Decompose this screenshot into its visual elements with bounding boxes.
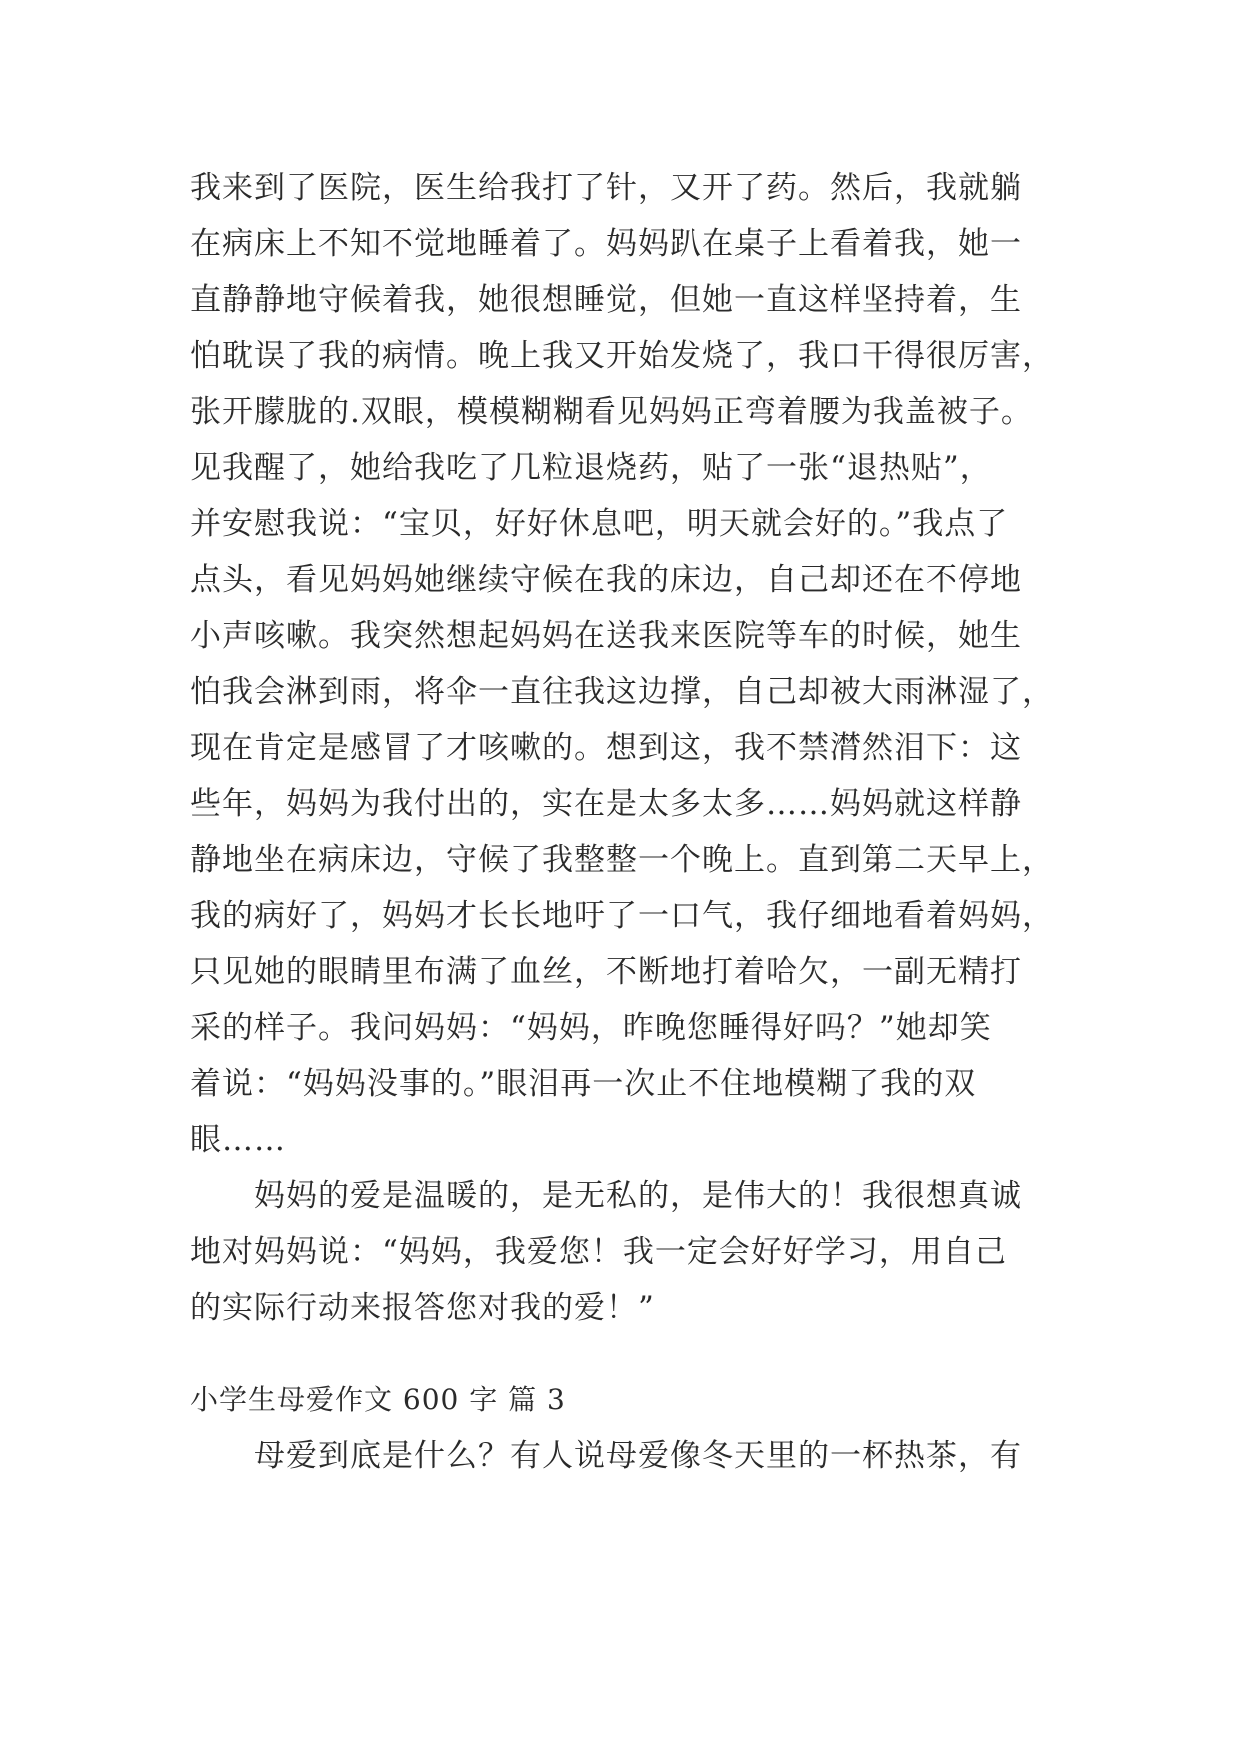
text-line: 地对妈妈说：“妈妈，我爱您！我一定会好好学习，用自己 [190,1234,1007,1270]
text-line: 小声咳嗽。我突然想起妈妈在送我来医院等车的时候，她生 [190,618,1022,654]
paragraph [190,160,1070,1168]
text-line: 些年，妈妈为我付出的，实在是太多太多……妈妈就这样静 [190,786,1022,822]
document-body [190,160,1070,1484]
text-line: 我来到了医院，医生给我打了针，又开了药。然后，我就躺 [190,170,1022,206]
text-line: 张开朦胧的.双眼，模模糊糊看见妈妈正弯着腰为我盖被子。 [190,394,1033,430]
text-line: 着说：“妈妈没事的。”眼泪再一次止不住地模糊了我的双 [190,1066,977,1102]
text-line: 的实际行动来报答您对我的爱！” [190,1290,655,1326]
paragraph [190,1428,1070,1484]
text-line: 见我醒了，她给我吃了几粒退烧药，贴了一张“退热贴”， [190,450,992,486]
paragraph [190,1168,1070,1336]
text-line: 只见她的眼睛里布满了血丝，不断地打着哈欠，一副无精打 [190,954,1022,990]
text-line: 并安慰我说：“宝贝，好好休息吧，明天就会好的。”我点了 [190,506,1009,542]
text-line: 在病床上不知不觉地睡着了。妈妈趴在桌子上看着我，她一 [190,226,1022,262]
text-line: 怕我会淋到雨，将伞一直往我这边撑，自己却被大雨淋湿了， [190,674,1054,710]
text-line: 点头，看见妈妈她继续守候在我的床边，自己却还在不停地 [190,562,1022,598]
text-line: 我的病好了，妈妈才长长地吁了一口气，我仔细地看着妈妈， [190,898,1054,934]
text-line: 静地坐在病床边，守候了我整整一个晚上。直到第二天早上， [190,842,1054,878]
text-line: 采的样子。我问妈妈：“妈妈，昨晚您睡得好吗？”她却笑 [190,1010,992,1046]
text-line: 直静静地守候着我，她很想睡觉，但她一直这样坚持着，生 [190,282,1022,318]
text-line: 妈妈的爱是温暖的，是无私的，是伟大的！我很想真诚 [254,1178,1022,1214]
text-line: 母爱到底是什么？有人说母爱像冬天里的一杯热茶，有 [254,1438,1022,1474]
text-line: 眼…… [190,1122,286,1158]
section-heading: 小学生母爱作文 600 字 篇 3 [190,1383,566,1416]
section-spacer [190,1336,1070,1372]
text-line: 怕耽误了我的病情。晚上我又开始发烧了，我口干得很厉害， [190,338,1054,374]
text-line: 现在肯定是感冒了才咳嗽的。想到这，我不禁潸然泪下：这 [190,730,1022,766]
